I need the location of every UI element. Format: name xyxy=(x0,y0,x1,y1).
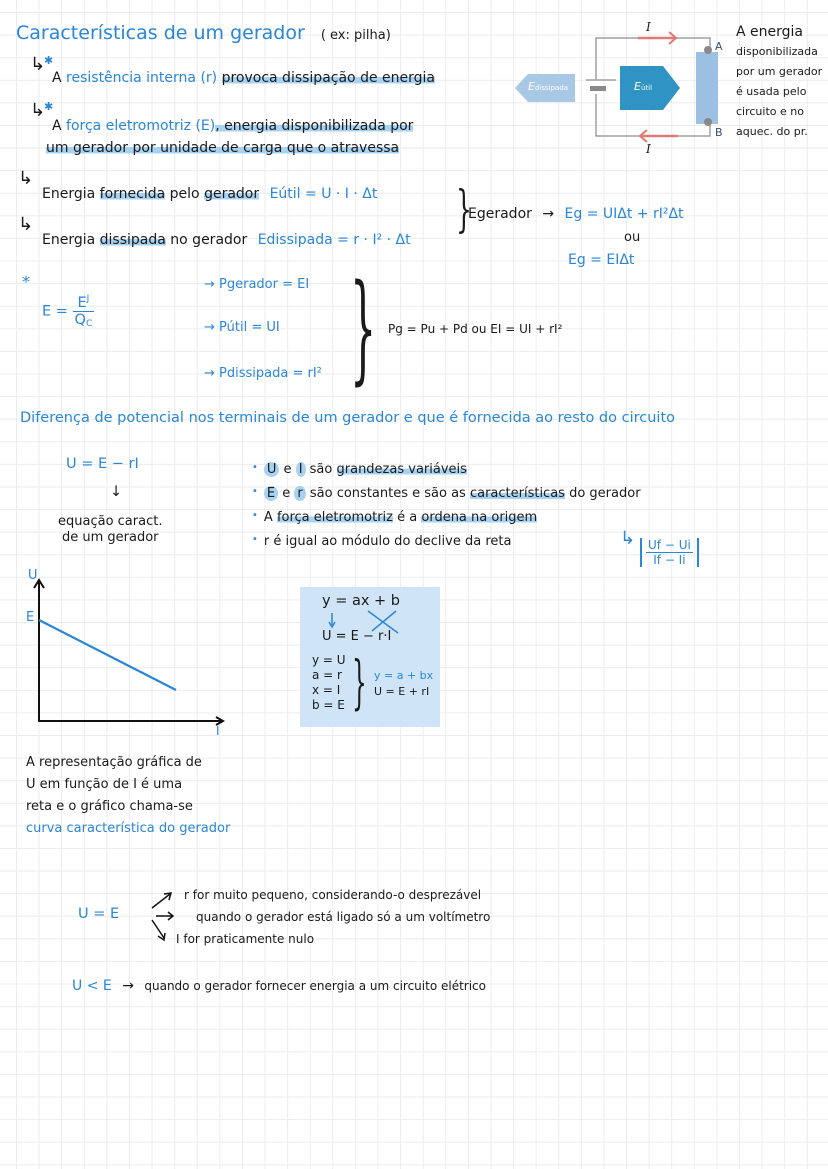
egerador-label xyxy=(468,206,684,222)
power-sum: Pg = Pu + Pd ou EI = UI + rI² xyxy=(388,322,563,336)
symbol-i: I xyxy=(296,462,306,477)
linear-equation-box xyxy=(300,587,440,727)
bullet-list xyxy=(252,457,641,553)
side-note-line: por um gerador xyxy=(736,65,823,78)
star-icon: * xyxy=(22,272,30,291)
condition-lt-text: quando o gerador fornecer energia a um circuito elétrico xyxy=(144,979,486,993)
side-note-line: aquec. do pr. xyxy=(736,125,808,138)
energy-line-util xyxy=(42,186,377,202)
characteristic-equation: U = E − rI xyxy=(66,456,139,472)
formula-eg-2: Eg = EIΔt xyxy=(568,252,635,268)
side-note xyxy=(736,22,822,142)
bullet-text: são constantes e são as xyxy=(305,486,470,501)
bullet-hl: grandezas variáveis xyxy=(336,462,467,477)
intro-item-emf-line2 xyxy=(46,140,399,156)
e-util-symbol: E xyxy=(634,80,641,93)
y-axis-label: U xyxy=(28,568,38,583)
condition-2: quando o gerador está ligado só a um voltímetro xyxy=(196,910,491,924)
condition-lt-lhs: U < E xyxy=(72,978,112,994)
hook-arrow-icon: ↳ xyxy=(30,100,46,121)
e-util-label xyxy=(634,80,652,93)
caption-line-highlight: curva característica do gerador xyxy=(26,821,231,836)
side-note-line: é usada pelo xyxy=(736,85,807,98)
hook-arrow-icon: ↳ xyxy=(18,214,34,235)
e-util-sub: útil xyxy=(640,84,653,92)
side-note-line: disponibilizada xyxy=(736,45,818,58)
formula-eg-1: Eg = UIΔt + rI²Δt xyxy=(564,206,684,222)
current-label-top: I xyxy=(646,20,651,34)
graph-caption xyxy=(26,752,230,840)
condition-less-than xyxy=(72,978,486,994)
bullet-text: e xyxy=(279,462,296,477)
branch-arrows-svg xyxy=(150,890,176,952)
bullet-item: • A força eletromotriz é a ordena na origem xyxy=(252,510,538,525)
side-note-line: A energia xyxy=(736,24,803,40)
item-rest-line1: , energia disponibilizada por xyxy=(215,118,414,134)
energy-label: Energia xyxy=(42,186,96,202)
title-note: ( ex: pilha) xyxy=(320,28,391,43)
variable-map xyxy=(312,653,346,713)
emf-num-sup: J xyxy=(86,294,90,304)
intro-item-resistance xyxy=(52,70,435,86)
condition-3: I for praticamente nulo xyxy=(176,932,315,946)
brace-icon: } xyxy=(352,648,367,716)
energy-mid: pelo xyxy=(169,186,200,202)
emf-lhs: E = xyxy=(42,303,68,320)
item-rest: provoca dissipação de energia xyxy=(221,70,435,86)
hook-arrow-icon: ↳ xyxy=(18,168,34,189)
arrow-icon: → xyxy=(122,978,134,994)
slope-num: Uf − Ui xyxy=(648,538,691,552)
bullet-text: A xyxy=(263,510,277,525)
slope-formula xyxy=(640,538,699,567)
map-item: y = U xyxy=(312,653,346,667)
intro-item-emf xyxy=(52,118,413,134)
bullet-text: e xyxy=(278,486,295,501)
symbol-e: E xyxy=(264,486,278,501)
or-label: ou xyxy=(624,230,641,245)
bullet-item: • U e I são grandezas variáveis xyxy=(252,462,467,477)
item-prefix: A xyxy=(52,118,62,134)
star-icon: ✱ xyxy=(44,54,54,67)
circuit-diagram xyxy=(510,18,730,158)
slope-den: If − Ii xyxy=(653,553,686,567)
slope-fraction xyxy=(646,538,693,567)
hook-arrow-icon: ↳ xyxy=(30,54,46,75)
branch-arrows xyxy=(150,890,176,956)
section-title: Diferença de potencial nos terminais de um gerador e que é fornecida ao resto do circuito xyxy=(20,410,676,426)
chart-svg xyxy=(20,568,240,738)
item-rest-line2: um gerador por unidade de carga que o atravessa xyxy=(46,140,400,156)
e-dissipada-label xyxy=(528,80,568,93)
emf-den-sub: C xyxy=(85,319,93,329)
map-item: x = I xyxy=(312,683,341,697)
symbol-r: r xyxy=(294,486,305,501)
x-axis-label: I xyxy=(216,724,220,738)
hook-arrow-icon: ↳ xyxy=(620,528,636,549)
down-arrow-icon: ↓ xyxy=(110,484,123,500)
terminal-a-label: A xyxy=(715,40,723,53)
characteristic-curve-chart xyxy=(20,568,240,738)
map-item: a = r xyxy=(312,668,342,682)
caption-line: equação caract. xyxy=(58,514,163,529)
term-resistance: resistência interna (r) xyxy=(66,70,218,86)
formula-e-util: Eútil = U · I · Δt xyxy=(269,186,378,202)
generator-equation: U = E − r·I xyxy=(322,629,392,644)
caption-line: reta e o gráfico chama-se xyxy=(26,799,193,814)
emf-fraction xyxy=(73,294,95,329)
arrow-icon: → xyxy=(542,206,555,222)
caption-line: U em função de I é uma xyxy=(26,777,183,792)
e-dissipada-symbol: E xyxy=(528,80,535,93)
map-item: b = E xyxy=(312,698,345,712)
y-intercept-label: E xyxy=(26,610,35,625)
e-dissipada-sub: dissipada xyxy=(534,84,569,92)
energy-label: Energia xyxy=(42,232,96,248)
egerador-text: Egerador xyxy=(468,206,532,222)
energy-line-dissipada xyxy=(42,232,411,248)
alt-linear-form: y = a + bx xyxy=(374,669,434,682)
brace-icon: } xyxy=(350,258,377,396)
energy-hl2: gerador xyxy=(204,186,260,202)
alt-generator-form: U = E + rI xyxy=(374,685,430,698)
energy-hl: fornecida xyxy=(99,186,166,202)
power-gerador: → Pgerador = EI xyxy=(204,277,310,292)
condition-equal-lhs: U = E xyxy=(78,906,120,922)
symbol-u: U xyxy=(264,462,280,477)
bullet-text: são xyxy=(305,462,337,477)
bullet-text: r é igual ao módulo do declive da reta xyxy=(263,534,512,549)
power-util: → Pútil = UI xyxy=(204,320,280,335)
bullet-hl: ordena na origem xyxy=(421,510,538,525)
bullet-text: do gerador xyxy=(564,486,641,501)
emf-den: Q xyxy=(74,312,86,328)
equation-caption xyxy=(58,514,162,546)
emf-definition xyxy=(42,294,94,329)
side-note-line: circuito e no xyxy=(736,105,804,118)
caption-line: A representação gráfica de xyxy=(26,755,202,770)
terminal-b-label: B xyxy=(715,126,723,139)
star-icon: ✱ xyxy=(44,100,54,113)
energy-hl: dissipada xyxy=(99,232,166,248)
generic-line-equation: y = ax + b xyxy=(322,593,400,609)
bullet-text: é a xyxy=(393,510,422,525)
page-title xyxy=(16,22,391,44)
item-prefix: A xyxy=(52,70,62,86)
formula-e-dissipada: Edissipada = r · I² · Δt xyxy=(257,232,411,248)
energy-mid: no gerador xyxy=(170,232,248,248)
term-emf: força eletromotriz (E) xyxy=(66,118,216,134)
power-dissipada: → Pdissipada = rI² xyxy=(204,366,322,381)
caption-line: de um gerador xyxy=(61,530,159,545)
bullet-hl: características xyxy=(469,486,565,501)
bullet-item: • E e r são constantes e são as características do gerador xyxy=(252,486,641,501)
bullet-item: • r é igual ao módulo do declive da reta xyxy=(252,534,512,549)
emf-num: E xyxy=(77,295,87,311)
title-text: Características de um gerador xyxy=(16,22,305,44)
brace-icon: } xyxy=(455,180,472,238)
current-label-bottom: I xyxy=(646,142,651,156)
bullet-hl: força eletromotriz xyxy=(276,510,393,525)
condition-1: r for muito pequeno, considerando-o desprezável xyxy=(184,888,482,902)
